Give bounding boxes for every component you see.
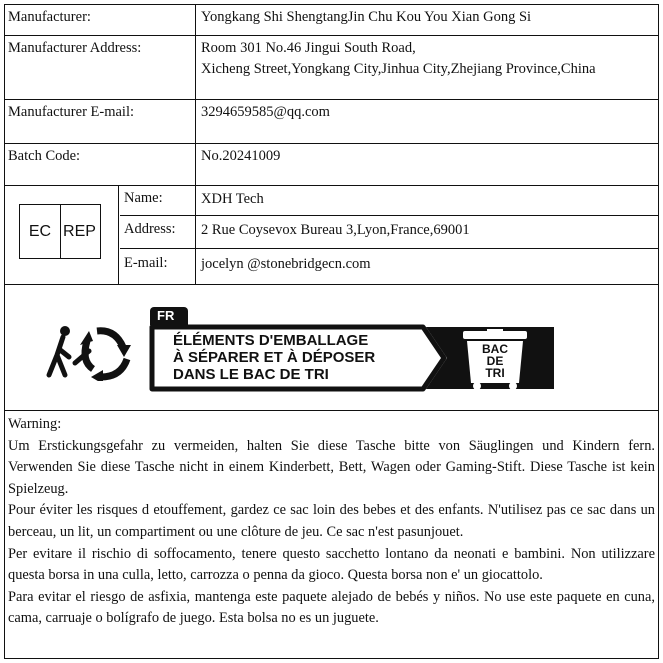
triman-row [5,285,658,411]
label-sheet [4,4,659,659]
warning-spanish: Para evitar el riesgo de asfixia, mantenga este paquete alejado de bebés y niños. No use este paquete en cuna, cama, carruaje o bolígrafo de juego. Esta bolsa no es un juguete. [8,588,655,627]
triman-line-2: À SÉPARER ET À DÉPOSER [173,349,376,366]
manufacturer-value: Yongkang Shi ShengtangJin Chu Kou You Xian Gong Si [201,9,532,25]
ec-text: EC [20,205,61,258]
bin-text-3: TRI [485,366,505,380]
triman-line-1: ÉLÉMENTS D'EMBALLAGE [173,332,369,349]
manufacturer-row [5,5,658,36]
ec-rep-name-value: XDH Tech [201,191,264,207]
email-label: Manufacturer E-mail: [8,104,135,120]
warning-german: Um Erstickungsgefahr zu vermeiden, halten Sie diese Tasche bitte von Säuglingen und Kindern fern. Verwenden Sie diese Tasche nicht in einem Kinderbett, Bett, Wagen oder Gaming-Stift. Diese Tasche ist kein Spielzeug. [8,437,655,497]
batch-label: Batch Code: [8,148,81,164]
manufacturer-label: Manufacturer: [8,9,91,25]
ec-rep-name-label: Name: [124,190,163,206]
ec-rep-email-value: jocelyn @stonebridgecn.com [201,256,371,272]
email-row [5,100,658,144]
warning-french: Pour éviter les risques d etouffement, gardez ce sac loin des bebes et des enfants. N'utilisez pas ce sac dans un berceau, un lit, un compartiment ou une clôture de jeu. Ce sac n'est pasunjouet. [8,502,655,540]
ec-rep-address-value: 2 Rue Coysevox Bureau 3,Lyon,France,69001 [201,222,470,238]
batch-row [5,144,658,186]
warning-title: Warning: [8,416,62,432]
bin-text-1: BAC [482,342,508,356]
address-row [5,36,658,100]
address-label: Manufacturer Address: [8,40,142,56]
ec-rep-divider [118,186,119,284]
sorting-bin-text [471,343,519,379]
ec-rep-symbol [19,204,101,259]
rep-text: REP [63,222,96,240]
triman-lang-text: FR [157,308,175,323]
email-value: 3294659585@qq.com [201,104,330,120]
ec-rep-block [5,186,658,285]
triman-banner-text [173,332,375,383]
bin-text-2: DE [486,354,504,368]
warning-section [5,411,658,658]
address-line-1: Room 301 No.46 Jingui South Road, [201,40,416,56]
ec-rep-email-label: E-mail: [124,255,168,271]
warning-italian: Per evitare il rischio di soffocamento, tenere questo sacchetto lontano da neonati e bambini. Non utilizzare questa borsa in una culla, letto, carrozza o penna da gioco. Questa borsa non e' un giocattolo. [8,545,655,584]
triman-line-3: DANS LE BAC DE TRI [173,366,329,383]
address-line-2: Xicheng Street,Yongkang City,Jinhua City,Zhejiang Province,China [201,61,596,77]
batch-value: No.20241009 [201,148,281,164]
ec-rep-address-label: Address: [124,221,176,237]
triman-recycling-icon [35,321,135,381]
warning-text [8,414,655,630]
